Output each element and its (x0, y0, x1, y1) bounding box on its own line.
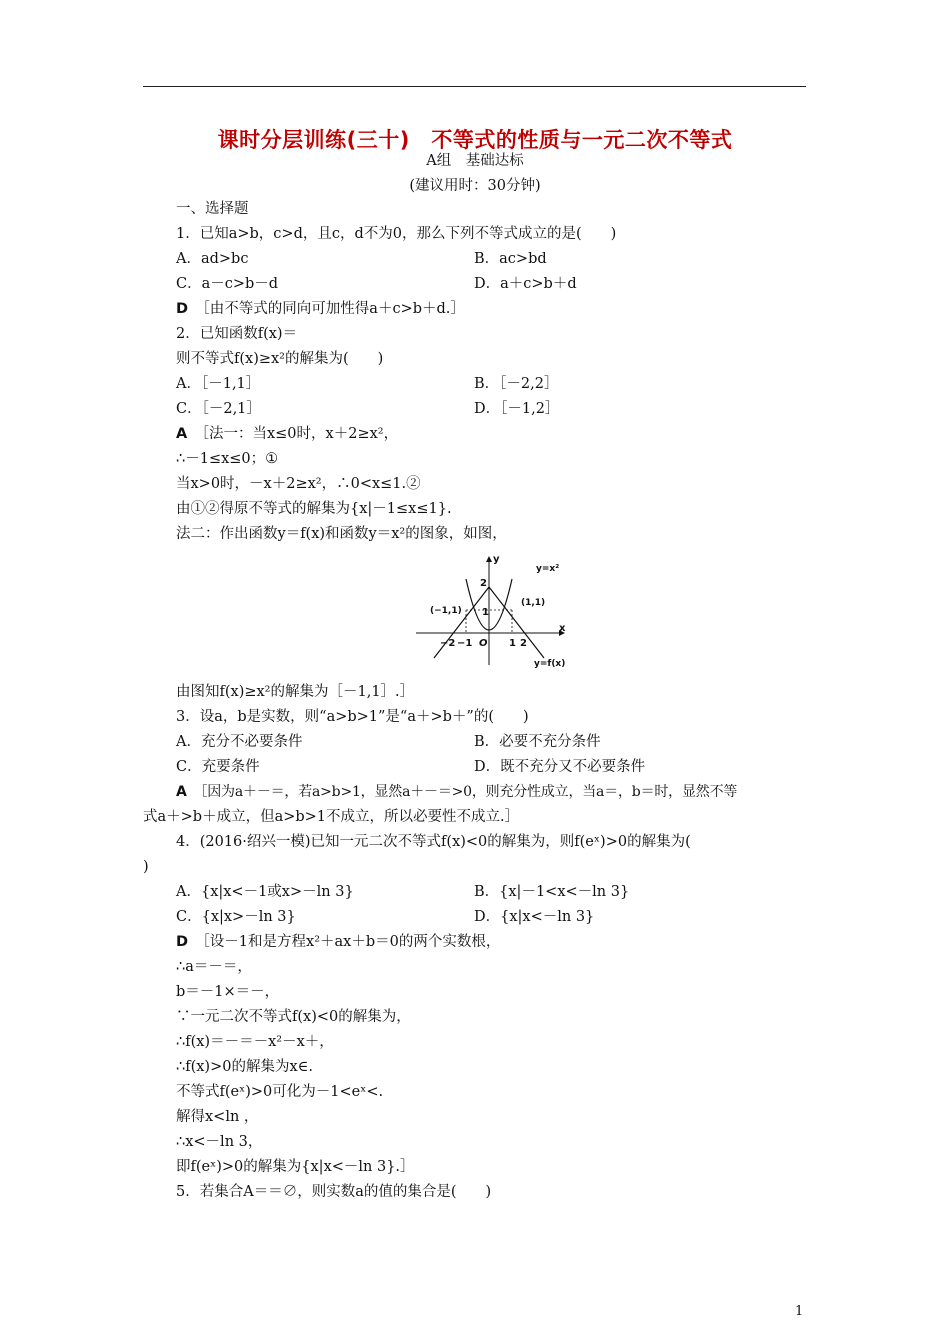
option-a: A．［－1,1］ (176, 376, 261, 392)
answer-text: ［因为a＋－＝，若a>b>1，显然a＋－＝>0，则充分性成立，当a＝，b＝时，显然不等 (200, 784, 738, 800)
text-line: ∴f(x)>0的解集为x∈. (176, 1059, 313, 1075)
x-axis-label: x (559, 623, 566, 634)
page-title: 课时分层训练(三十) 不等式的性质与一元二次不等式 (217, 128, 733, 152)
text-line: ∴f(x)＝－＝－x²－x＋， (176, 1034, 334, 1050)
text-line: 由图知f(x)≥x²的解集为［－1,1］.］ (176, 684, 415, 700)
question-1: 1．已知a>b，c>d，且c，d不为0，那么下列不等式成立的是( ) (176, 226, 617, 242)
f-label: y=f(x) (534, 659, 566, 669)
answer-line (176, 300, 465, 318)
option-c: C．［－2,1］ (176, 401, 261, 417)
text-line: ∴a＝－＝， (176, 959, 252, 975)
top-rule (143, 86, 806, 87)
answer-letter: D (176, 301, 189, 317)
option-d: D．{x|x<－ln 3} (474, 909, 595, 925)
text-line: 式a＋>b＋成立，但a>b>1不成立，所以必要性不成立.］ (143, 809, 520, 825)
option-b: B．［－2,2］ (474, 376, 559, 392)
option-a: A．{x|x<－1或x>－ln 3} (176, 884, 354, 900)
option-b: B．ac>bd (474, 251, 547, 267)
tick-x-1: 1 (509, 638, 516, 649)
answer-letter: D (176, 934, 189, 950)
page-number: 1 (795, 1304, 804, 1319)
answer-line (176, 933, 500, 951)
text-line: ∵一元二次不等式f(x)<0的解集为， (176, 1009, 411, 1025)
tick-x-2: 2 (520, 638, 527, 649)
text-line: 解得x<ln ， (176, 1109, 259, 1125)
text-line: 不等式f(eˣ)>0可化为－1<eˣ<. (176, 1084, 384, 1100)
origin-label: O (479, 638, 488, 649)
function-graph-figure (412, 553, 572, 671)
text-line: 即f(eˣ)>0的解集为{x|x<－ln 3}.］ (176, 1159, 415, 1175)
question-3: 3．设a，b是实数，则“a>b>1”是“a＋>b＋”的( ) (176, 709, 529, 725)
option-d: D．a＋c>b＋d (474, 276, 577, 292)
text-line: 则不等式f(x)≥x²的解集为( ) (176, 351, 384, 367)
answer-text: ［设－1和是方程x²＋ax＋b＝0的两个实数根， (202, 934, 501, 950)
tick-y-1: 1 (482, 607, 489, 618)
option-c: C．{x|x>－ln 3} (176, 909, 296, 925)
tick-y-2: 2 (480, 578, 487, 589)
text-line: b＝－1×＝－， (176, 984, 280, 1000)
option-c: C．充要条件 (176, 759, 260, 775)
answer-line (176, 425, 398, 443)
point-left-label: (−1,1) (430, 606, 462, 616)
text-line: 当x>0时，－x＋2≥x²，∴0<x≤1.② (176, 476, 421, 492)
option-d: D．［－1,2］ (474, 401, 560, 417)
option-b: B．必要不充分条件 (474, 734, 601, 750)
question-4: 4．(2016·绍兴一模)已知一元二次不等式f(x)<0的解集为，则f(eˣ)>0的解集为( (176, 834, 691, 850)
text-line: 法二：作出函数y＝f(x)和函数y＝x²的图象，如图， (176, 526, 507, 542)
answer-letter: A (176, 784, 187, 800)
section-heading: 一、选择题 (176, 201, 249, 217)
text-line: 由①②得原不等式的解集为{x|－1≤x≤1}. (176, 501, 452, 517)
option-a: A．ad>bc (176, 251, 249, 267)
text-line: ∴－1≤x≤0；① (176, 451, 279, 467)
answer-text: ［由不等式的同向可加性得a＋c>b＋d.］ (202, 301, 465, 317)
tick-x-neg2: −2 (440, 638, 456, 649)
question-5: 5．若集合A＝＝∅，则实数a的值的集合是( ) (176, 1184, 492, 1200)
tick-x-neg1: −1 (457, 638, 473, 649)
option-a: A．充分不必要条件 (176, 734, 303, 750)
text-line: ) (143, 859, 149, 875)
option-d: D．既不充分又不必要条件 (474, 759, 646, 775)
y-axis-label: y (493, 554, 500, 565)
group-label: A组 基础达标 (426, 153, 524, 169)
option-b: B．{x|－1<x<－ln 3} (474, 884, 630, 900)
point-right-label: (1,1) (521, 598, 546, 608)
parabola-label: y=x² (536, 564, 560, 574)
text-line: ∴x<－ln 3， (176, 1134, 263, 1150)
question-2: 2．已知函数f(x)＝ (176, 326, 298, 342)
answer-letter: A (176, 426, 188, 442)
option-c: C．a－c>b－d (176, 276, 279, 292)
answer-text: ［法一：当x≤0时，x＋2≥x²， (201, 426, 399, 442)
time-hint: (建议用时：30分钟) (409, 178, 541, 194)
answer-line (176, 783, 737, 801)
